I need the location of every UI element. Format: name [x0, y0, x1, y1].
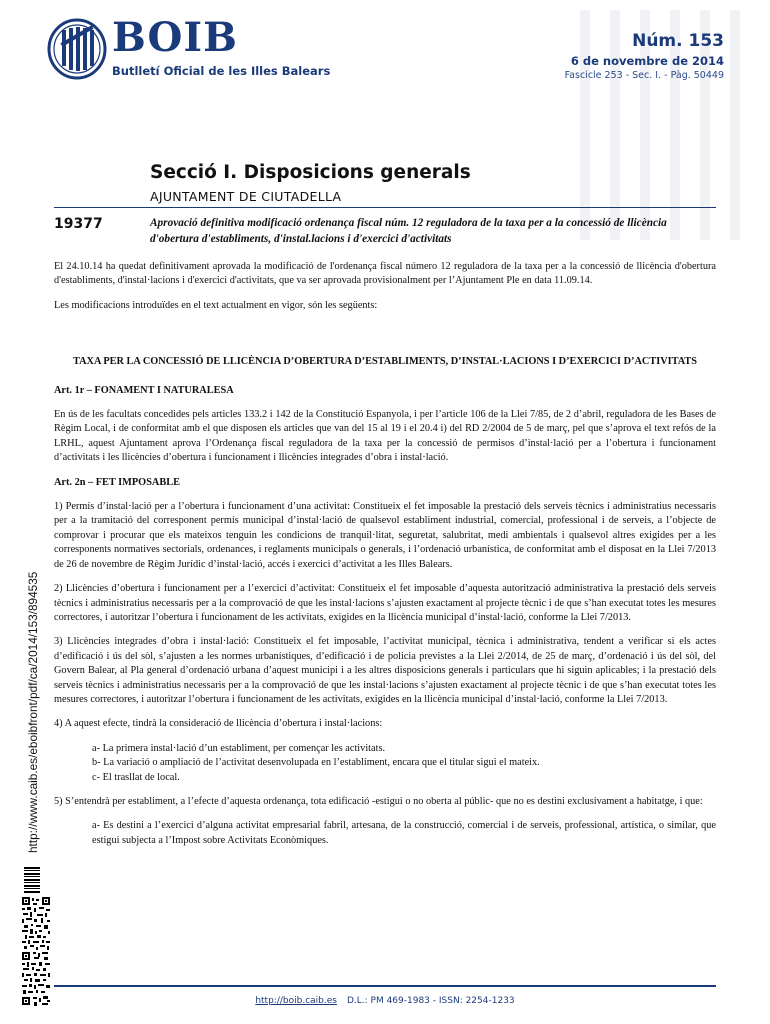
issue-date: 6 de novembre de 2014	[570, 54, 724, 68]
article-2-paragraph-1: 1) Permís d’instal·lació per a l’obertura i funcionament d’una activitat: Constitueix el fet imposable la prestació dels serveis tècnics i administratius necessaris per a la tramitació del corresponent permís municipal d’instal·lació de qualsevol establiment industrial, comercial, professional i de serveis, a l’objecte de comprovar i procurar que els mateixos tenguin les condicions de tranquil·litat, seguretat, salubritat, medi ambientals i qualsevol altres exigides per a les corresponents normatives sectorials, ordenances, i reglaments municipals o generals, i l’ordenació urbanística, de conformitat amb el disposat en la Llei 7/2013 de 26 de novembre de Règim Jurídic d’instal·lació, accés i exercici d’activitat a les Illes Balears.	[54, 501, 716, 570]
article-2-paragraph-4: 4) A aquest efecte, tindrà la consideració de llicència d’obertura i instal·lacions:	[54, 718, 383, 730]
paragraph-4-list	[54, 742, 716, 785]
article-1-title: Art. 1r – FONAMENT I NATURALESA	[54, 384, 234, 396]
boib-logo-text: BOIB	[112, 14, 238, 61]
footer-legal: D.L.: PM 469-1983 - ISSN: 2254-1233	[346, 996, 515, 1006]
footer-divider	[54, 985, 716, 987]
barcode-icon	[24, 867, 40, 894]
announcement-number: 19377	[54, 216, 103, 232]
announcement-title: Aprovació definitiva modificació ordenança fiscal núm. 12 reguladora de la taxa per a la concessió de llicència d'obertura d'establiments, d'instal.lacions i d'exercici d'activitats	[150, 217, 667, 245]
article-2-title: Art. 2n – FET IMPOSABLE	[54, 476, 180, 488]
issue-number: Núm. 153	[632, 31, 724, 51]
article-1-text: En ús de les facultats concedides pels articles 133.2 i 142 de la Constitució Espanyola, i per l’article 106 de la Llei 7/85, de 2 d’abril, reguladora de les Bases de Règim Local, i de conformitat amb el que disposen els articles que van del 15 al 19 i el 20.4 i) del RD 2/2004 de 5 de març, pel que s’aprova el text refós de la LRHL, aquest Ajuntament aprova l’Ordenança fiscal reguladora de la taxa per la concessió de permisos d’instal·lació per a l’obertura i funcionament d’activitats i les llicències d’obertura i funcionament i llicències integrades d’obra i instal·lació.	[54, 409, 716, 464]
intro-paragraph-2: Les modificacions introduïdes en el text actualment en vigor, són les següents:	[54, 299, 378, 311]
list-item: a- La primera instal·lació d’un establiment, per començar les activitats.	[92, 742, 386, 754]
section-divider	[54, 207, 716, 208]
bulletin-subtitle: Butlletí Oficial de les Illes Balears	[112, 64, 331, 78]
footer-link[interactable]: http://boib.caib.es	[255, 996, 337, 1006]
list-item: c- El trasllat de local.	[92, 771, 180, 783]
document-body	[54, 260, 716, 858]
section-title: Secció I. Disposicions generals	[150, 162, 471, 183]
footer	[0, 996, 770, 1006]
paragraph-5-list	[54, 819, 716, 848]
qr-code-icon	[22, 897, 50, 1009]
list-item: b- La variació o ampliació de l’activitat desenvolupada en l’establiment, encara que el titular sigui el mateix.	[92, 757, 540, 769]
side-document-url[interactable]: http://www.caib.es/eboibfront/pdf/ca/2014/153/894535	[26, 571, 40, 853]
article-2-paragraph-5: 5) S’entendrà per establiment, a l’efecte d’aquesta ordenança, tota edificació -estigui o no oberta al públic- que no es destini exclusivament a habitatge, i que:	[54, 795, 703, 807]
intro-paragraph: El 24.10.14 ha quedat definitivament aprovada la modificació de l'ordenança fiscal número 12 reguladora de la taxa per a la concessió de llicència d'obertura d'establiments, d'instal·lacions i d'exercici d'activitats, que va ser aprovada provisionalment per l’Ajuntament Ple en data 11.09.14.	[54, 261, 716, 287]
boib-emblem-icon	[46, 18, 108, 80]
ordinance-heading: TAXA PER LA CONCESSIÓ DE LLICÈNCIA D’OBERTURA D’ESTABLIMENTS, D’INSTAL·LACIONS I D’EXERCICI D’ACTIVITATS	[72, 356, 698, 368]
article-2-paragraph-2: 2) Llicències d’obertura i funcionament per a l’exercici d’activitat: Constitueix el fet imposable d’aquesta autorització administrativa la prestació dels serveis tècnics i administratius necessaris per a la comprovació de que les instal·lacions s’ajusten exactament al projecte tècnic i de que s’han executat totes les mesures correctores, i autoritzar l’obertura i funcionament de les activitats, exigides en la llicència municipal d’instal·lació, conforme la Llei 7/2013.	[54, 583, 716, 623]
fascicle-info: Fascicle 253 - Sec. I. - Pàg. 50449	[564, 70, 724, 81]
section-entity: AJUNTAMENT DE CIUTADELLA	[150, 189, 342, 204]
article-2-paragraph-3: 3) Llicències integrades d’obra i instal·lació: Constitueix el fet imposable, l’activitat municipal, tècnica i administrativa, tendent a verificar si els actes d’edificació i ús del sòl, s’ajusten a les normes urbanístiques, d’edificació i de policia previstes a la Llei 2/2014, de 25 de març, d’ordenació i ús del sòl, del Govern Balear, al Pla general d’ordenació urbana d’aquest municipi i a les altres disposicions generals i particulars que hi siguin aplicables; i la prestació dels serveis tècnics i administratius necessaris per a la comprovació de que les instal·lacions s’ajusten exactament al projecte tècnic i de que s’han executat totes les mesures correctores, i autoritzar l’obertura i funcionament de les activitats, exigides en la llicència municipal d’instal·lació, conforme la Llei 7/2013.	[54, 636, 716, 705]
issue-info	[565, 30, 724, 82]
list-item: a- Es destini a l’exercici d’alguna activitat empresarial fabril, artesana, de la construcció, comercial i de serveis, professional, artística, o similar, que estigui subjecta a l’Impost sobre Activitats Econòmiques.	[92, 820, 716, 846]
